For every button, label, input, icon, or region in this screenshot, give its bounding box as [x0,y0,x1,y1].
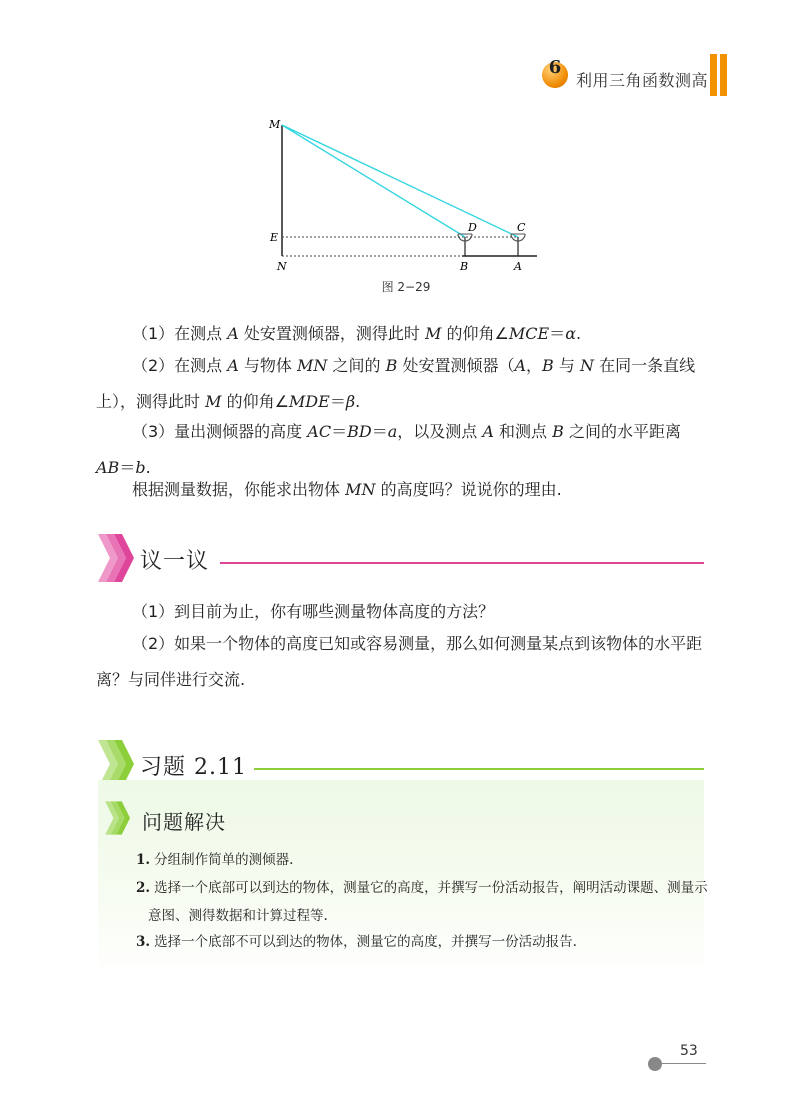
step-1: （1）在测点 A 处安置测倾器，测得此时 M 的仰角∠MCE＝α. [132,324,582,343]
label-a: A [514,260,522,273]
label-m: M [269,118,281,131]
chapter-header [540,54,730,98]
header-accent-bar [720,54,727,96]
chevron-arrows-icon [98,532,138,584]
exercise-item-1: 1. 分组制作简单的测倾器. [136,852,294,868]
question: 根据测量数据，你能求出物体 MN 的高度吗？说说你的理由. [132,480,562,499]
exercise-item-3: 3. 选择一个底部不可以到达的物体，测量它的高度，并撰写一份活动报告. [136,934,577,950]
chapter-title: 利用三角函数测高 [576,71,709,90]
discuss-question-2: （2）如果一个物体的高度已知或容易测量，那么如何测量某点到该物体的水平距离？与同伴进行交流. [96,634,703,689]
exercise-item-2: 2. 选择一个底部可以到达的物体，测量它的高度，并撰写一份活动报告，阐明活动课题、测量示意图、测得数据和计算过程等. [136,880,708,924]
exercise-title: 习题 2.11 [140,755,247,780]
label-d: D [468,221,477,234]
discuss-divider [220,562,704,564]
discuss-section-header [98,532,708,592]
label-e: E [270,231,279,244]
header-accent-bar [710,54,717,96]
page-number-rule [662,1063,706,1064]
page-number: 53 [680,1043,698,1059]
step-2: （2）在测点 A 与物体 MN 之间的 B 处安置测倾器（A，B 与 N 在同一条直线上），测得此时 M 的仰角∠MDE＝β. [96,356,696,411]
page-dot-icon [648,1057,662,1071]
figure-2-29 [262,110,552,275]
figure-caption: 图 2−29 [381,280,431,294]
sight-line-mc [282,125,518,237]
sight-line-md [282,125,465,237]
chapter-number: 6 [548,57,562,78]
chevron-arrows-icon [104,800,134,836]
step-3: （3）量出测倾器的高度 AC＝BD＝a，以及测点 A 和测点 B 之间的水平距离 AB＝b. [96,422,681,477]
label-b: B [460,260,469,273]
label-n: N [277,260,287,273]
exercise-divider [254,768,704,770]
measurement-diagram [262,110,552,275]
problem-solving-subheader [104,798,404,838]
discuss-title: 议一议 [140,549,210,574]
label-c: C [517,221,526,234]
discuss-question-1: （1）到目前为止，你有哪些测量物体高度的方法？ [132,602,495,621]
problem-solving-title: 问题解决 [142,810,226,834]
